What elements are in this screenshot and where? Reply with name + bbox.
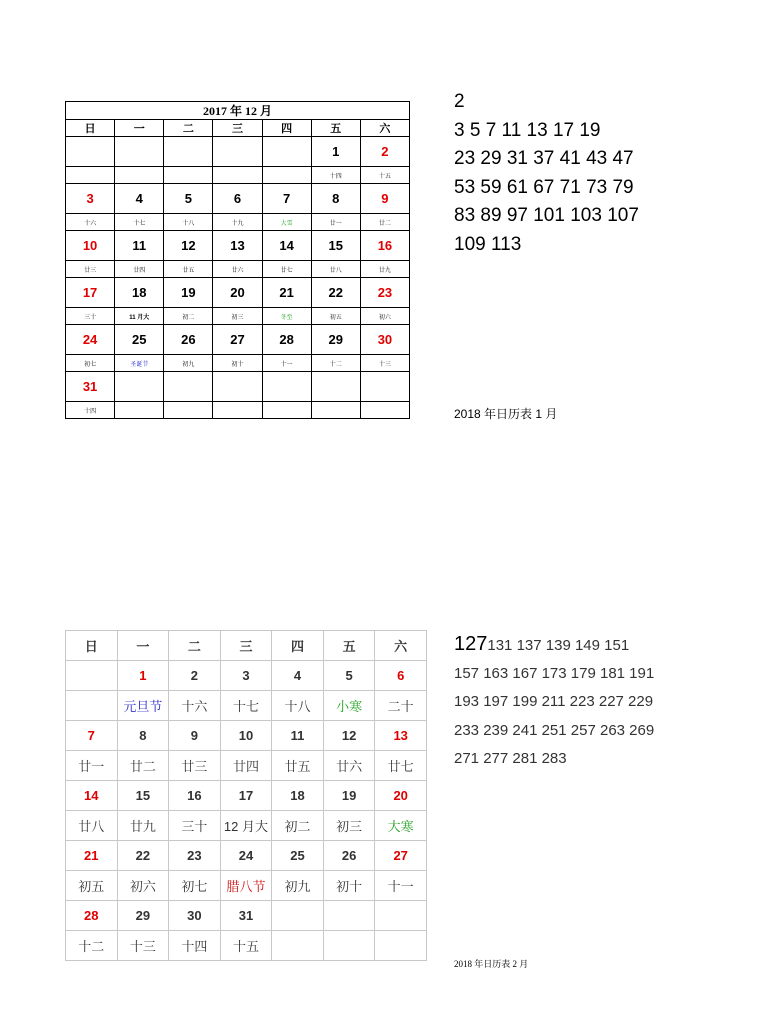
lunar-cell: 廿六 — [323, 751, 375, 781]
weekday-sun: 日 — [66, 631, 118, 661]
lunar-cell: 初三 — [323, 811, 375, 841]
lunar-row — [66, 751, 427, 781]
day-cell: 25 — [272, 841, 324, 871]
lunar-cell: 廿三 — [169, 751, 221, 781]
day-cell: 24 — [220, 841, 272, 871]
day-cell — [311, 372, 360, 402]
day-cell: 2 — [169, 661, 221, 691]
weekday-wed: 三 — [213, 120, 262, 137]
day-row — [66, 901, 427, 931]
lunar-cell — [272, 931, 324, 961]
day-cell — [66, 661, 118, 691]
lunar-cell: 廿九 — [117, 811, 169, 841]
lunar-cell: 十九 — [213, 214, 262, 231]
day-row — [66, 231, 410, 261]
lunar-cell: 十八 — [164, 214, 213, 231]
day-cell: 17 — [220, 781, 272, 811]
weekday-sun: 日 — [66, 120, 115, 137]
day-cell: 30 — [169, 901, 221, 931]
lunar-cell — [66, 691, 118, 721]
solar-term-cell: 大寒 — [375, 811, 427, 841]
day-cell: 13 — [375, 721, 427, 751]
day-cell: 26 — [164, 325, 213, 355]
day-cell — [115, 372, 164, 402]
day-cell: 14 — [66, 781, 118, 811]
lunar-cell — [213, 167, 262, 184]
primes-line: 157 163 167 173 179 181 191 — [454, 665, 655, 683]
lunar-row — [66, 214, 410, 231]
day-cell — [323, 901, 375, 931]
lunar-cell: 十八 — [272, 691, 324, 721]
lunar-cell: 初七 — [66, 355, 115, 372]
lunar-cell: 十二 — [311, 355, 360, 372]
weekday-tue: 二 — [164, 120, 213, 137]
day-row — [66, 661, 427, 691]
day-cell: 27 — [375, 841, 427, 871]
primes-line: 233 239 241 251 257 263 269 — [454, 721, 655, 739]
day-cell — [164, 372, 213, 402]
day-cell: 18 — [272, 781, 324, 811]
solar-term-cell: 大雪 — [262, 214, 311, 231]
lunar-cell: 十一 — [262, 355, 311, 372]
day-cell: 13 — [213, 231, 262, 261]
lunar-cell: 廿八 — [66, 811, 118, 841]
day-cell: 6 — [375, 661, 427, 691]
lunar-cell — [262, 402, 311, 419]
day-cell: 4 — [115, 184, 164, 214]
lunar-cell: 廿一 — [311, 214, 360, 231]
lunar-cell: 初六 — [360, 308, 409, 325]
lunar-month-cell: 11 月大 — [115, 308, 164, 325]
day-cell: 25 — [115, 325, 164, 355]
day-cell: 29 — [311, 325, 360, 355]
lunar-cell: 初五 — [66, 871, 118, 901]
lunar-cell: 廿七 — [375, 751, 427, 781]
lunar-row — [66, 308, 410, 325]
day-cell — [375, 901, 427, 931]
lunar-cell — [375, 931, 427, 961]
lunar-cell: 初十 — [323, 871, 375, 901]
solar-term-cell: 冬至 — [262, 308, 311, 325]
calendar-label-jan-2018: 2018 年日历表 1 月 — [454, 407, 558, 421]
day-cell: 28 — [66, 901, 118, 931]
lunar-cell: 十七 — [220, 691, 272, 721]
lunar-cell: 廿四 — [115, 261, 164, 278]
lunar-cell — [360, 402, 409, 419]
lunar-row — [66, 402, 410, 419]
festival-cell: 元旦节 — [117, 691, 169, 721]
calendar-title: 2017 年 12 月 — [66, 102, 410, 120]
lunar-cell — [262, 167, 311, 184]
lunar-cell: 廿一 — [66, 751, 118, 781]
calendar-january-2018 — [65, 630, 427, 961]
lunar-cell: 廿五 — [272, 751, 324, 781]
day-cell — [213, 137, 262, 167]
weekday-mon: 一 — [115, 120, 164, 137]
lunar-cell: 廿三 — [66, 261, 115, 278]
lunar-cell: 十三 — [360, 355, 409, 372]
lunar-cell: 十五 — [220, 931, 272, 961]
day-cell: 19 — [323, 781, 375, 811]
lunar-row — [66, 811, 427, 841]
day-row — [66, 721, 427, 751]
day-cell: 30 — [360, 325, 409, 355]
day-cell: 9 — [169, 721, 221, 751]
day-cell: 10 — [220, 721, 272, 751]
lunar-cell — [213, 402, 262, 419]
lunar-cell — [115, 402, 164, 419]
day-row — [66, 841, 427, 871]
lunar-cell: 初五 — [311, 308, 360, 325]
lunar-cell: 十六 — [66, 214, 115, 231]
day-cell: 15 — [117, 781, 169, 811]
calendar-december-2017 — [65, 101, 410, 419]
lunar-row — [66, 355, 410, 372]
day-cell: 31 — [66, 372, 115, 402]
primes-line: 23 29 31 37 41 43 47 — [454, 148, 634, 170]
lunar-cell: 三十 — [169, 811, 221, 841]
day-cell: 22 — [311, 278, 360, 308]
day-cell: 20 — [213, 278, 262, 308]
primes-line — [454, 630, 754, 660]
day-cell: 5 — [323, 661, 375, 691]
day-cell: 16 — [360, 231, 409, 261]
day-cell: 14 — [262, 231, 311, 261]
day-cell: 26 — [323, 841, 375, 871]
solar-term-cell: 小寒 — [323, 691, 375, 721]
day-cell — [360, 372, 409, 402]
day-cell: 12 — [323, 721, 375, 751]
day-row — [66, 372, 410, 402]
lunar-cell: 初七 — [169, 871, 221, 901]
lunar-cell: 廿六 — [213, 261, 262, 278]
day-cell — [213, 372, 262, 402]
lunar-cell: 廿五 — [164, 261, 213, 278]
weekday-fri: 五 — [323, 631, 375, 661]
lunar-row — [66, 167, 410, 184]
weekday-fri: 五 — [311, 120, 360, 137]
day-cell: 29 — [117, 901, 169, 931]
day-cell: 3 — [220, 661, 272, 691]
lunar-cell: 二十 — [375, 691, 427, 721]
day-row — [66, 137, 410, 167]
day-row — [66, 325, 410, 355]
lunar-row — [66, 871, 427, 901]
lunar-cell: 廿七 — [262, 261, 311, 278]
weekday-sat: 六 — [375, 631, 427, 661]
day-cell: 21 — [66, 841, 118, 871]
lunar-cell — [164, 167, 213, 184]
weekday-tue: 二 — [169, 631, 221, 661]
day-cell: 11 — [115, 231, 164, 261]
day-cell: 31 — [220, 901, 272, 931]
lunar-month-cell: 12 月大 — [220, 811, 272, 841]
weekday-header-row — [66, 120, 410, 137]
day-cell: 9 — [360, 184, 409, 214]
day-cell: 17 — [66, 278, 115, 308]
lunar-cell — [164, 402, 213, 419]
day-cell: 7 — [262, 184, 311, 214]
day-row — [66, 184, 410, 214]
lunar-cell: 廿八 — [311, 261, 360, 278]
day-cell: 10 — [66, 231, 115, 261]
weekday-thu: 四 — [272, 631, 324, 661]
primes-line: 83 89 97 101 103 107 — [454, 205, 639, 227]
day-cell: 6 — [213, 184, 262, 214]
lunar-cell: 廿四 — [220, 751, 272, 781]
day-cell: 12 — [164, 231, 213, 261]
lunar-cell: 初九 — [164, 355, 213, 372]
lunar-cell: 廿二 — [360, 214, 409, 231]
day-cell: 8 — [117, 721, 169, 751]
primes-line-rest: 131 137 139 149 151 — [487, 637, 630, 654]
weekday-mon: 一 — [117, 631, 169, 661]
day-cell — [272, 901, 324, 931]
lunar-cell: 十六 — [169, 691, 221, 721]
day-cell: 7 — [66, 721, 118, 751]
day-row — [66, 781, 427, 811]
lunar-cell: 廿二 — [117, 751, 169, 781]
day-cell: 20 — [375, 781, 427, 811]
weekday-sat: 六 — [360, 120, 409, 137]
calendar-label-feb-2018: 2018 年日历表 2 月 — [454, 959, 529, 969]
primes-list-2 — [454, 630, 754, 773]
lunar-cell: 十四 — [311, 167, 360, 184]
primes-line: 271 277 281 283 — [454, 749, 567, 767]
day-cell: 4 — [272, 661, 324, 691]
lunar-cell: 十五 — [360, 167, 409, 184]
primes-line: 109 113 — [454, 233, 522, 255]
lunar-cell: 十三 — [117, 931, 169, 961]
weekday-header-row — [66, 631, 427, 661]
primes-line: 193 197 199 211 223 227 229 — [454, 693, 654, 711]
day-cell: 22 — [117, 841, 169, 871]
day-cell: 18 — [115, 278, 164, 308]
lunar-row — [66, 261, 410, 278]
day-cell: 21 — [262, 278, 311, 308]
lunar-cell — [115, 167, 164, 184]
day-cell: 3 — [66, 184, 115, 214]
lunar-cell: 初二 — [272, 811, 324, 841]
day-cell: 23 — [360, 278, 409, 308]
day-cell: 23 — [169, 841, 221, 871]
day-cell: 24 — [66, 325, 115, 355]
day-cell — [115, 137, 164, 167]
lunar-cell: 初六 — [117, 871, 169, 901]
day-cell: 28 — [262, 325, 311, 355]
lunar-cell: 初十 — [213, 355, 262, 372]
primes-line: 2 — [454, 91, 465, 112]
lunar-cell: 初三 — [213, 308, 262, 325]
day-cell — [262, 137, 311, 167]
day-cell: 27 — [213, 325, 262, 355]
weekday-wed: 三 — [220, 631, 272, 661]
lunar-cell: 十四 — [66, 402, 115, 419]
day-cell: 16 — [169, 781, 221, 811]
day-cell: 19 — [164, 278, 213, 308]
day-cell: 11 — [272, 721, 324, 751]
lunar-cell: 三十 — [66, 308, 115, 325]
day-cell: 5 — [164, 184, 213, 214]
lunar-cell — [323, 931, 375, 961]
day-cell: 8 — [311, 184, 360, 214]
lunar-cell: 十七 — [115, 214, 164, 231]
primes-first-number: 127 — [454, 633, 488, 655]
day-cell — [164, 137, 213, 167]
lunar-cell — [66, 167, 115, 184]
lunar-cell: 初二 — [164, 308, 213, 325]
day-cell: 1 — [117, 661, 169, 691]
primes-line: 3 5 7 11 13 17 19 — [454, 119, 601, 141]
day-row — [66, 278, 410, 308]
lunar-cell: 十一 — [375, 871, 427, 901]
lunar-cell: 十四 — [169, 931, 221, 961]
lunar-row — [66, 931, 427, 961]
lunar-cell: 初九 — [272, 871, 324, 901]
lunar-cell — [311, 402, 360, 419]
weekday-thu: 四 — [262, 120, 311, 137]
primes-list-1 — [454, 88, 754, 260]
festival-cell: 圣诞节 — [115, 355, 164, 372]
day-cell — [66, 137, 115, 167]
lunar-row — [66, 691, 427, 721]
festival-cell: 腊八节 — [220, 871, 272, 901]
day-cell: 1 — [311, 137, 360, 167]
day-cell: 2 — [360, 137, 409, 167]
day-cell: 15 — [311, 231, 360, 261]
lunar-cell: 廿九 — [360, 261, 409, 278]
day-cell — [262, 372, 311, 402]
primes-line: 53 59 61 67 71 73 79 — [454, 176, 634, 198]
lunar-cell: 十二 — [66, 931, 118, 961]
